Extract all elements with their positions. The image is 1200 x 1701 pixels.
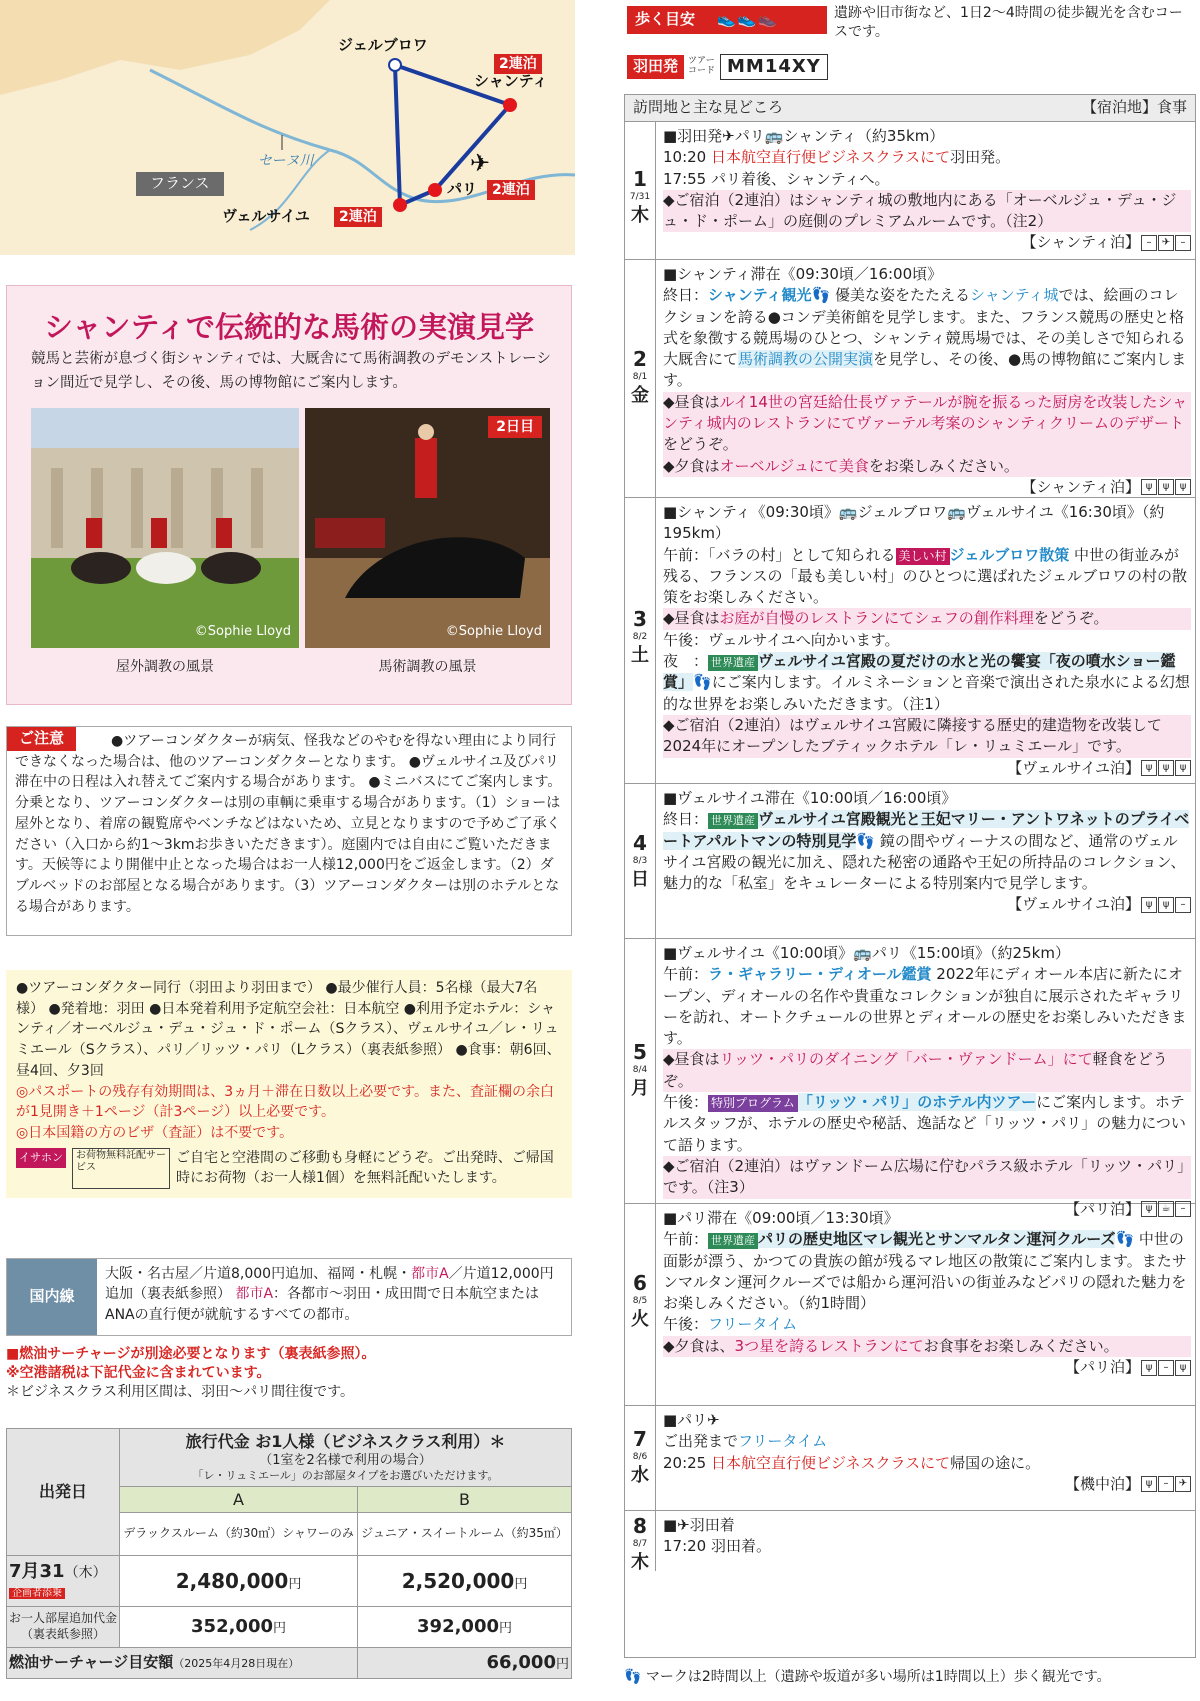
- meal-icon: ψ: [1158, 760, 1174, 776]
- day-6-col: [625, 1204, 656, 1405]
- d4-a: 終日：: [663, 810, 709, 829]
- day-1-flight: 日本航空直行便ビジネスクラスにて: [711, 148, 951, 167]
- fuel-notes: [6, 1345, 572, 1402]
- meal-icon: ψ: [1175, 760, 1191, 776]
- map-country: フランス: [136, 172, 224, 196]
- d3-l5c: にご案内します。イルミネーションと音楽で演出された泉水による幻想的な世界をお楽しみいただきます。（注1）: [663, 673, 1190, 713]
- special-program-tag: 特別プログラム: [708, 1095, 798, 1112]
- day-6-body: [663, 1208, 1191, 1378]
- price-b: 2,520,000: [401, 1568, 515, 1593]
- day-4: [625, 784, 1195, 939]
- photo-outdoor-training: [31, 408, 299, 648]
- walk-label: 歩く目安: [635, 10, 696, 28]
- d3-l5b: ヴェルサイユ宮殿の夏だけの水と光の饗宴「夜の噴水ショー鑑賞」: [663, 652, 1176, 692]
- day-5-line3: [663, 1049, 1191, 1092]
- d6-l3a: 午後：: [663, 1315, 709, 1334]
- d6-b: パリの歴史地区マレ観光とサンマルタン運河クルーズ: [758, 1230, 1116, 1249]
- d5-l3c: 軽食をどうぞ。: [663, 1050, 1168, 1090]
- day-6-date: 8/5: [632, 1296, 648, 1307]
- walk-indicator: [627, 6, 827, 34]
- day-8-date: 8/7: [632, 1539, 648, 1550]
- d2-l3a: ◆昼食は: [663, 392, 720, 411]
- day-5-line5: ◆ご宿泊（2連泊）はヴァンドーム広場に佇むパラス級ホテル「リッツ・パリ」です。（注3）: [663, 1156, 1191, 1199]
- walk-mark-icon: 👣: [856, 831, 876, 850]
- day-6-stay: 【パリ泊】: [1064, 1358, 1140, 1377]
- caution-box: [6, 726, 572, 936]
- d6-l4b: 3つ星を誇るレストランにて: [734, 1336, 924, 1355]
- itinerary-header: [625, 95, 1195, 122]
- itinerary-head-left: 訪問地と主な見どころ: [633, 98, 784, 116]
- day-1-weekday: 木: [631, 205, 649, 227]
- footnote-text: マークは2時間以上（遺跡や坂道が多い場所は1時間以上）歩く観光です。: [645, 1669, 1111, 1685]
- meal-icon: ψ: [1158, 897, 1174, 913]
- airplane-icon: ✈: [470, 149, 491, 177]
- info-visa: ◎日本国籍の方のビザ（査証）は不要です。: [16, 1125, 294, 1142]
- day-3-weekday: 土: [631, 645, 649, 667]
- day-1-line4: ◆ご宿泊（2連泊）はシャンティ城の敷地内にある「オーベルジュ・デュ・ジュ・ド・ポーム」の庭側のプレミアムルームです。（注2）: [663, 190, 1191, 233]
- light-meal-icon: ☕: [1158, 1201, 1174, 1217]
- day-8-weekday: 木: [631, 1552, 649, 1574]
- day-3-stay-row: [663, 758, 1191, 779]
- fuel-value: 66,000: [486, 1652, 556, 1674]
- departure-weekday: （木）: [64, 1565, 107, 1582]
- planner-badge: 企画者添乗: [9, 1588, 65, 1599]
- single-b-cell: [358, 1606, 572, 1647]
- d5-a: 午前：: [663, 965, 709, 984]
- domestic-text-c: ：各都市〜羽田・成田間で日本航空またはANAの直行便が就航するすべての都市。: [105, 1286, 540, 1323]
- day-6-line1: ■パリ滞在《09:00頃／13:30頃》: [663, 1209, 899, 1227]
- day-4-stay-row: [663, 894, 1191, 915]
- day-3-num: 3: [633, 607, 647, 631]
- fuel-label: 燃油サーチャージ目安額: [9, 1652, 174, 1671]
- day-3-line3: [663, 608, 1191, 629]
- fuel-label-cell: [7, 1647, 358, 1678]
- domestic-flight: [6, 1258, 572, 1336]
- day-5-body: [663, 943, 1191, 1220]
- day-8-col: [625, 1511, 656, 1574]
- day-8-body: [663, 1515, 1191, 1558]
- map-stay-chantilly: 2連泊: [494, 54, 542, 74]
- d5-l3a: ◆昼食は: [663, 1050, 720, 1069]
- itinerary-table: [624, 94, 1196, 1658]
- domestic-text-a: 大阪・名古屋／片道8,000円追加、福岡・札幌・: [105, 1266, 412, 1282]
- d2-d: シャンティ城: [970, 286, 1059, 305]
- footnote: [624, 1668, 1198, 1686]
- day-2-line2: [663, 285, 1191, 391]
- day-2-date: 8/1: [632, 372, 648, 383]
- day-2-stay-row: [663, 477, 1191, 498]
- d3-b: ジェルブロワ散策: [949, 545, 1070, 564]
- day-1-line3: 17:55 パリ着後、シャンティへ。: [663, 169, 890, 188]
- day-1-col: [625, 122, 656, 259]
- d5-l4c: にご案内します。ホテルスタッフが、ホテルの歴史や秘話、逸話など「リッツ・パリ」の魅力について語ります。: [663, 1093, 1186, 1154]
- day-3-body: [663, 502, 1191, 779]
- departure-label: 出発日: [7, 1429, 120, 1556]
- d6-l4c: お食事をお楽しみください。: [923, 1336, 1119, 1355]
- caution-text: ●ツアーコンダクターが病気、怪我などのやむを得ない理由により同行できなくなった場合は、他のツアーコンダクターとなります。 ●ヴェルサイユ及びパリ滞在中の日程は入れ替えてご案内する場合があります。 ●ミニバスにてご案内します。分乗となり、ツアーコンダクターは別の車輌に乗車する場合があります。（1）ショーは屋外となり、着席の観覧席やベンチなどはないため、立見となりますので予めご了承ください（入口から約1〜3kmお歩きいただきます）。庭園内では自由にご覧いただきます。天候等により開催中止となった場合はお一人様12,000円をご返金します。（2）ダブルベッドのお部屋となる場合があります。（3）ツアーコンダクターは別のホテルとなる場合があります。: [15, 733, 562, 915]
- day-7-body: [663, 1410, 1191, 1495]
- day-2-line4: [663, 456, 1191, 477]
- photo2-caption: 馬術調教の風景: [378, 659, 477, 675]
- day-2-body: [663, 264, 1191, 498]
- day-6-line2: [663, 1229, 1191, 1314]
- day-1-line2: [663, 147, 1191, 168]
- meal-icon: ψ: [1141, 1201, 1157, 1217]
- day-1-body: [663, 126, 1191, 254]
- no-meal-icon: –: [1141, 235, 1157, 251]
- map-city-chantilly: シャンティ: [474, 72, 548, 90]
- meal-icon: ψ: [1141, 479, 1157, 495]
- no-meal-icon: –: [1175, 1201, 1191, 1217]
- luggage-text: ご自宅と空港間のご移動も身軽にどうぞ。ご出発時、ご帰国時にお荷物（お一人様1個）を無料託配いたします。: [176, 1149, 554, 1187]
- meal-icon: ψ: [1158, 479, 1174, 495]
- info-passport: ◎パスポートの残存有効期間は、3ヵ月＋滞在日数以上必要です。また、査証欄の余白が1見開き＋1ページ（計3ページ）以上必要です。: [16, 1083, 555, 1121]
- d6-l3b: フリータイム: [708, 1315, 798, 1334]
- fuel-line2: ※空港諸税は下記代金に含まれています。: [6, 1364, 271, 1381]
- day-6: [625, 1204, 1195, 1406]
- photo1-credit: ©Sophie Lloyd: [194, 623, 291, 639]
- d3-l3b: お庭が自慢のレストランにてシェフの創作料理: [719, 609, 1034, 628]
- day-4-line1: ■ヴェルサイユ滞在《10:00頃／16:00頃》: [663, 789, 957, 807]
- day-1-num: 1: [633, 167, 647, 191]
- departure-date: 7月31: [9, 1561, 65, 1583]
- room-a: デラックスルーム（約30㎡）シャワーのみ: [120, 1512, 358, 1555]
- day-3: [625, 498, 1195, 784]
- world-heritage-tag: 世界遺産: [708, 655, 758, 671]
- map-city-versailles: ヴェルサイユ: [222, 207, 310, 225]
- day-1-time: 10:20: [663, 148, 711, 167]
- day-7-line2: [663, 1431, 1191, 1452]
- feature-box: [6, 285, 572, 705]
- yen-sb: 円: [499, 1621, 513, 1637]
- price-a: 2,480,000: [175, 1568, 289, 1593]
- price-a-cell: [120, 1555, 358, 1606]
- d4-b: ヴェルサイユ宮殿観光と王妃マリー・アントワネットのプライベートアパルトマンの特別見学: [663, 810, 1190, 850]
- departure-badge: 羽田発: [627, 55, 684, 79]
- day-6-line4: [663, 1336, 1191, 1357]
- d2-l3c: をどうぞ。: [663, 435, 738, 454]
- day-1-dep: 羽田発。: [950, 148, 1011, 167]
- day-3-line4: 午後：ヴェルサイユへ向かいます。: [663, 630, 900, 649]
- fuel-line3: ＊ビジネスクラス利用区間は、羽田〜パリ間往復です。: [6, 1383, 355, 1400]
- map-city-paris: パリ: [447, 180, 478, 198]
- domestic-text: [105, 1264, 565, 1325]
- feature-title: シャンティで伝統的な馬術の実演見学: [43, 310, 535, 344]
- d2-l4b: オーベルジュにて美食: [719, 456, 869, 475]
- day-1-stay: 【シャンティ泊】: [1021, 233, 1140, 252]
- d5-l4b: 「リッツ・パリ」のホテル内ツアー: [797, 1093, 1037, 1112]
- day-4-col: [625, 784, 656, 938]
- day-3-line5: [663, 651, 1191, 715]
- fuel-line1: ■燃油サーチャージが別途必要となります（裏表紙参照）。: [6, 1346, 376, 1362]
- d5-c: 2022年にディオール本店に新たにオープン、ディオールの名作や貴重なコレクションが独自に展示されたギャラリーを訪れ、オートクチュールの世界とディオールの歴史をお楽しみいただきます。: [663, 965, 1187, 1048]
- day-2-col: [625, 260, 656, 497]
- walk-mark-icon: 👣: [624, 1669, 642, 1685]
- date-cell: [7, 1555, 120, 1606]
- d6-a: 午前：: [663, 1230, 709, 1249]
- price-sub1: （1室を2名様で利用の場合）: [259, 1453, 432, 1469]
- day-2-weekday: 金: [631, 385, 649, 407]
- yen-a: 円: [288, 1576, 302, 1592]
- shoe-icons: 👟👟👟: [717, 10, 780, 28]
- d2-l4a: ◆夕食は: [663, 456, 720, 475]
- map-city-gerberoy: ジェルブロワ: [338, 36, 428, 54]
- d2-g: を見学し、その後、●馬の博物館にご案内します。: [663, 350, 1187, 390]
- day-5-date: 8/4: [632, 1065, 648, 1076]
- day-2-line1: ■シャンティ滞在《09:30頃／16:00頃》: [663, 265, 943, 283]
- day-5-line1: ■ヴェルサイユ《10:00頃》🚌パリ《15:00頃》（約25km）: [663, 944, 1070, 962]
- price-header: 旅行代金 お1人様（ビジネスクラス利用）＊: [185, 1432, 506, 1451]
- day-4-stay: 【ヴェルサイユ泊】: [1007, 895, 1140, 914]
- d7-l3a: 20:25: [663, 1453, 711, 1472]
- walk-mark-icon: 👣: [693, 673, 712, 692]
- yen-sa: 円: [273, 1621, 287, 1637]
- d3-l5a: 夜 ：: [663, 652, 709, 671]
- in-flight-meal-icon: ✈: [1175, 1476, 1191, 1492]
- day-1: [625, 122, 1195, 260]
- day-1-line1: ■羽田発✈パリ🚌シャンティ（約35km）: [663, 127, 945, 145]
- day-5-line2: [663, 964, 1191, 1049]
- d2-b: シャンティ観光: [708, 286, 812, 305]
- d2-l3b: ルイ14世の宮廷給仕長ヴァテールが腕を振るった厨房を改装したシャンティ城内のレストランにてヴァーテル考案のシャンティクリームのデザート: [663, 392, 1188, 433]
- no-meal-icon: –: [1175, 235, 1191, 251]
- day-4-body: [663, 788, 1191, 916]
- day-6-stay-row: [663, 1357, 1191, 1378]
- luggage-tag2: お荷物無料託配サービス: [72, 1148, 170, 1189]
- d2-f: 馬術調教の公開実演: [738, 350, 874, 369]
- d7-l3c: 帰国の途に。: [950, 1453, 1041, 1472]
- single-a-cell: [120, 1606, 358, 1647]
- luggage-tag1: イサホン: [16, 1148, 66, 1168]
- day-1-date: 7/31: [629, 192, 651, 203]
- map-stay-versailles: 2連泊: [334, 207, 382, 227]
- day-1-stay-row: [663, 232, 1191, 253]
- d6-l4a: ◆夕食は、: [663, 1336, 735, 1355]
- in-flight-meal-icon: ✈: [1158, 235, 1174, 251]
- d5-b: ラ・ギャラリー・ディオール鑑賞: [708, 965, 932, 984]
- day-2-line3: [663, 392, 1191, 456]
- meal-icon: ψ: [1175, 479, 1191, 495]
- meal-icon: ψ: [1141, 1360, 1157, 1376]
- world-heritage-tag: 世界遺産: [708, 813, 758, 829]
- single-label: お一人部屋追加代金（裏表紙参照）: [7, 1606, 120, 1647]
- caution-tag: ご注意: [7, 727, 76, 751]
- day-7: [625, 1406, 1195, 1511]
- d2-e: では、絵画のコレクションを誇る●コンデ美術館を見学します。また、フランス競馬の歴史と格式を象徴する競馬場のひとつ、シャンティ競馬場では、その美しさで知られる大厩舎にて: [663, 286, 1186, 369]
- day-3-line1: ■シャンティ《09:30頃》🚌ジェルブロワ🚌ヴェルサイユ《16:30頃》（約195km）: [663, 503, 1165, 543]
- single-b: 392,000: [417, 1616, 499, 1638]
- day-4-line2: [663, 809, 1191, 894]
- d6-c: 中世の面影が漂う、かつての貴族の館が残るマレ地区の散策にご案内します。またサンマルタン運河クルーズでは船から運河沿いの街並みなどパリの隠れた魅力をお楽しみください。（約1時間）: [663, 1230, 1187, 1313]
- d3-c: 中世の街並みが残る、フランスの「最も美しい村」のひとつに選ばれたジェルブロワの村の散策をお楽しみください。: [663, 545, 1187, 607]
- price-b-cell: [358, 1555, 572, 1606]
- day-4-date: 8/3: [632, 856, 648, 867]
- day-3-date: 8/2: [632, 632, 648, 643]
- feature-body: 競馬と芸術が息づく街シャンティでは、大厩舎にて馬術調教のデモンストレーション間近で見学し、その後、馬の博物館にご案内します。: [31, 351, 551, 391]
- photo1-caption: 屋外調教の風景: [116, 659, 214, 675]
- photo-indoor-training: [305, 408, 550, 648]
- beautiful-village-tag: 美しい村: [896, 548, 950, 565]
- d2-l4c: をお楽しみください。: [868, 456, 1019, 475]
- no-meal-icon: –: [1175, 897, 1191, 913]
- info-main: ●ツアーコンダクター同行（羽田より羽田まで） ●最少催行人員：5名様（最大7名様） ●発着地：羽田 ●日本発着利用予定航空会社：日本航空 ●利用予定ホテル：シャンティ／オーベルジュ・デュ・ジュ・ド・ポーム（Sクラス）、ヴェルサイユ／レ・リュミエール（Sクラス）、パリ／リッツ・パリ（Lクラス）（裏表紙参照） ●食事：朝6回、昼4回、夕3回: [16, 980, 561, 1079]
- day-3-col: [625, 498, 656, 783]
- day-5-weekday: 月: [631, 1078, 649, 1100]
- walk-mark-icon: 👣: [811, 286, 831, 305]
- d3-l3a: ◆昼食は: [663, 609, 720, 628]
- day-3-line6: ◆ご宿泊（2連泊）はヴェルサイユ宮殿に隣接する歴史的建造物を改装して2024年にオープンしたブティックホテル「レ・リュミエール」です。: [663, 715, 1191, 758]
- d3-a: 午前：「バラの村」として知られる: [663, 545, 896, 564]
- world-heritage-tag: 世界遺産: [708, 1233, 758, 1249]
- price-table: [6, 1428, 572, 1679]
- day-2: [625, 260, 1195, 498]
- col-a: A: [120, 1486, 358, 1512]
- map-river: セーヌ川: [258, 153, 314, 169]
- day-7-num: 7: [633, 1427, 647, 1451]
- tour-code: MM14XY: [720, 54, 828, 80]
- d2-a: 終日：: [663, 286, 709, 305]
- route-map: [0, 0, 575, 255]
- day-7-col: [625, 1406, 656, 1510]
- itinerary-head-right: 【宿泊地】食事: [1081, 98, 1187, 116]
- day-5-num: 5: [633, 1040, 647, 1064]
- d2-c: 優美な姿をたたえる: [830, 286, 970, 305]
- domestic-city-a2: 都市A: [235, 1286, 274, 1303]
- meal-icon: ψ: [1141, 760, 1157, 776]
- d3-l3c: をどうぞ。: [1033, 609, 1109, 628]
- day-7-line1: ■パリ✈: [663, 1411, 720, 1429]
- day-5-col: [625, 939, 656, 1203]
- d4-c: 鏡の間やヴィーナスの間など、通常のヴェルサイユ宮殿の観光に加え、隠れた秘密の通路や王妃の所持品のコレクション、魅力的な「私室」をキュレーターによる特別案内で見学します。: [663, 831, 1186, 893]
- no-meal-icon: –: [1158, 1360, 1174, 1376]
- d7-l3b: 日本航空直行便ビジネスクラスにて: [711, 1453, 951, 1472]
- room-b: ジュニア・スイートルーム（約35㎡）: [358, 1512, 572, 1555]
- day-2-stay: 【シャンティ泊】: [1021, 477, 1140, 496]
- yen-b: 円: [514, 1576, 528, 1592]
- photo2-credit: ©Sophie Lloyd: [445, 623, 542, 639]
- fuel-value-cell: [358, 1647, 572, 1678]
- map-stay-paris: 2連泊: [487, 180, 535, 200]
- day-4-num: 4: [633, 831, 647, 855]
- d5-l4a: 午後：: [663, 1093, 709, 1112]
- day2-badge: 2日目: [488, 416, 542, 438]
- d7-a: ご出発まで: [663, 1432, 739, 1451]
- domestic-city-a: 都市A: [411, 1266, 449, 1282]
- day-7-line3: [663, 1453, 1191, 1474]
- day-7-date: 8/6: [632, 1452, 648, 1463]
- day-6-num: 6: [633, 1271, 647, 1295]
- d5-l3b: リッツ・パリのダイニング「バー・ヴァンドーム」にて: [719, 1050, 1093, 1069]
- yen-f: 円: [555, 1657, 569, 1673]
- price-sub2: 「レ・リュミエール」のお部屋タイプをお選びいただけます。: [192, 1469, 499, 1483]
- day-8: [625, 1511, 1195, 1574]
- day-2-num: 2: [633, 347, 647, 371]
- day-3-line2: [663, 545, 1191, 609]
- fuel-date: （2025年4月28日現在）: [173, 1656, 300, 1670]
- day-8-line2: 17:20 羽田着。: [663, 1537, 771, 1556]
- luggage-row: [16, 1148, 562, 1189]
- meal-icon: ψ: [1175, 1360, 1191, 1376]
- price-header-cell: [120, 1429, 572, 1487]
- domestic-tag: 国内線: [7, 1259, 97, 1335]
- day-7-weekday: 水: [631, 1465, 649, 1487]
- day-8-num: 8: [633, 1514, 647, 1538]
- day-4-weekday: 日: [631, 869, 649, 891]
- single-a: 352,000: [191, 1616, 273, 1638]
- day-3-stay: 【ヴェルサイユ泊】: [1007, 758, 1140, 777]
- meal-icon: ψ: [1141, 897, 1157, 913]
- day-6-line3: [663, 1314, 1191, 1335]
- walk-text: 遺跡や旧市街など、1日2〜4時間の徒歩観光を含むコースです。: [834, 5, 1183, 40]
- day-5-line4: [663, 1092, 1191, 1156]
- col-b: B: [358, 1486, 572, 1512]
- domestic-text-b: ／片道12,000円追加（裏表紙参照）: [105, 1266, 554, 1303]
- day-8-line1: ■✈羽田着: [663, 1516, 735, 1534]
- meal-icon: ψ: [1141, 1476, 1157, 1492]
- code-label: ツアーコード: [688, 56, 716, 76]
- no-meal-icon: –: [1158, 1476, 1174, 1492]
- walk-mark-icon: 👣: [1115, 1230, 1135, 1249]
- day-5-stay: 【パリ泊】: [1064, 1199, 1140, 1218]
- day-6-weekday: 火: [631, 1309, 649, 1331]
- day-7-stay-row: [663, 1474, 1191, 1495]
- tour-info: [6, 970, 572, 1198]
- day-7-stay: 【機中泊】: [1064, 1474, 1140, 1493]
- d7-b: フリータイム: [738, 1432, 828, 1451]
- tour-code-row: [627, 54, 828, 80]
